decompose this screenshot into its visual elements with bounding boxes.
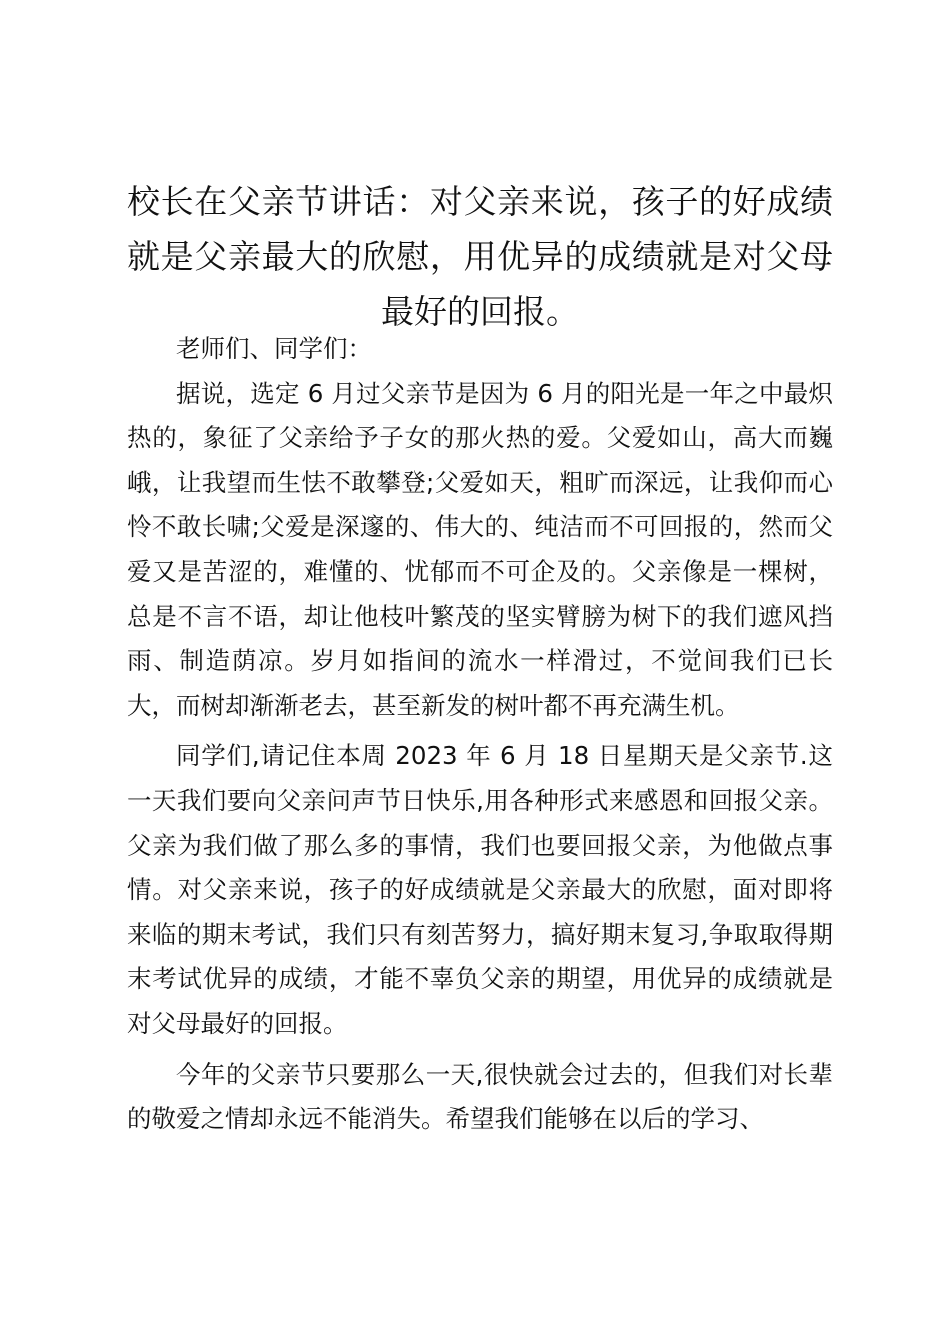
body-paragraph: 同学们,请记住本周 2023 年 6 月 18 日星期天是父亲节.这一天我们要向父亲问声节日快乐,用各种形式来感恩和回报父亲。父亲为我们做了那么多的事情，我们也要回报父亲，为他做点事情。对父亲来说，孩子的好成绩就是父亲最大的欣慰，面对即将来临的期末考试，我们只有刻苦努力，搞好期末复习,争取取得期末考试优异的成绩，才能不辜负父亲的期望，用优异的成绩就是对父母最好的回报。 — [127, 741, 833, 1038]
document-title: 校长在父亲节讲话：对父亲来说，孩子的好成绩就是父亲最大的欣慰，用优异的成绩就是对父母最好的回报。 — [127, 182, 833, 331]
body-paragraph: 今年的父亲节只要那么一天,很快就会过去的，但我们对长辈的敬爱之情却永远不能消失。希望我们能够在以后的学习、 — [127, 1059, 833, 1134]
salutation-paragraph: 老师们、同学们： — [176, 334, 372, 363]
body-paragraph: 据说，选定 6 月过父亲节是因为 6 月的阳光是一年之中最炽热的，象征了父亲给予子女的那火热的爱。父爱如山，高大而巍峨，让我望而生怯不敢攀登;父爱如天，粗旷而深远，让我仰而心怜不敢长啸;父爱是深邃的、伟大的、纯洁而不可回报的，然而父爱又是苦涩的，难懂的、忧郁而不可企及的。父亲像是一棵树，总是不言不语，却让他枝叶繁茂的坚实臂膀为树下的我们遮风挡雨、制造荫凉。岁月如指间的流水一样滑过，不觉间我们已长大，而树却渐渐老去，甚至新发的树叶都不再充满生机。 — [127, 378, 833, 720]
document-body — [127, 327, 833, 1142]
